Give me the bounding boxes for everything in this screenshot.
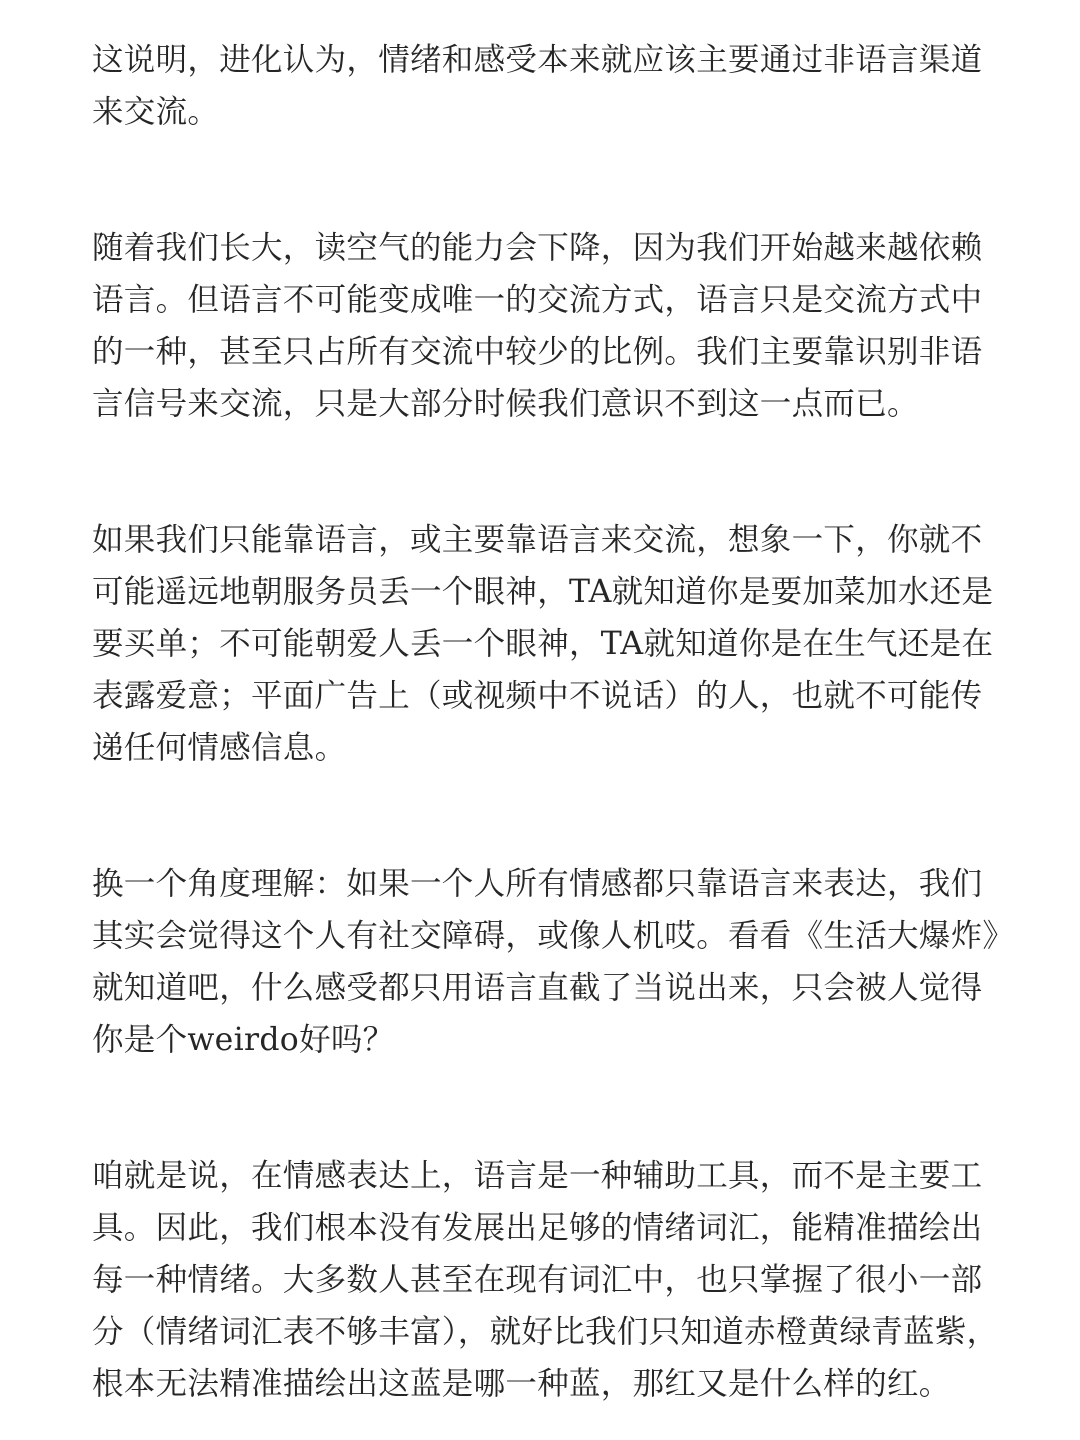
paragraph: 如果我们只能靠语言，或主要靠语言来交流，想象一下，你就不可能遥远地朝服务员丢一个眼神，TA就知道你是要加菜加水还是要买单；不可能朝爱人丢一个眼神，TA就知道你是在生气还是在表露爱意；平面广告上（或视频中不说话）的人，也就不可能传递任何情感信息。 [92, 522, 994, 766]
paragraph: 这说明，进化认为，情绪和感受本来就应该主要通过非语言渠道来交流。 [92, 42, 983, 130]
article-body [92, 34, 1000, 1410]
paragraph: 随着我们长大，读空气的能力会下降，因为我们开始越来越依赖语言。但语言不可能变成唯一的交流方式，语言只是交流方式中的一种，甚至只占所有交流中较少的比例。我们主要靠识别非语言信号来交流，只是大部分时候我们意识不到这一点而已。 [92, 230, 983, 422]
paragraph: 咱就是说，在情感表达上，语言是一种辅助工具，而不是主要工具。因此，我们根本没有发展出足够的情绪词汇，能精准描绘出每一种情绪。大多数人甚至在现有词汇中，也只掌握了很小一部分（情绪词汇表不够丰富），就好比我们只知道赤橙黄绿青蓝紫，根本无法精准描绘出这蓝是哪一种蓝，那红又是什么样的红。 [92, 1158, 999, 1402]
paragraph: 换一个角度理解：如果一个人所有情感都只靠语言来表达，我们其实会觉得这个人有社交障碍，或像人机哎。看看《生活大爆炸》就知道吧，什么感受都只用语言直截了当说出来，只会被人觉得你是个weirdo好吗？ [92, 866, 999, 1058]
